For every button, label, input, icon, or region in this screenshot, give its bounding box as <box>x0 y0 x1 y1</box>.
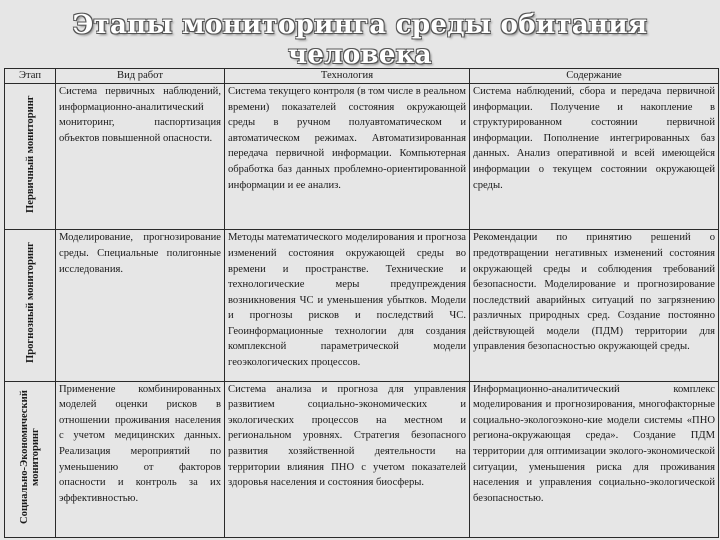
stage-label: Социально-Экономический мониторинг <box>19 389 41 524</box>
header-work: Вид работ <box>56 69 225 84</box>
content-cell: Рекомендации по принятию решений о предотвращении негативных изменений состояния окружающей среды и соблюдения требований безопасности. Моделирование и прогнозирование последствий аварийных ситуаций по загрязнению различных природных сред. Создание постоянно действующей модели (ПДМ) территории для управления безопасностью окружающей среды. <box>470 230 719 381</box>
stage-cell <box>5 381 56 537</box>
header-technology: Технология <box>225 69 470 84</box>
content-cell: Информационно-аналитический комплекс моделирования и прогнозирования, многофакторные социально-экологоэконо-кие модели системы «ПНО регионa-окружающая среда». Создание ПДМ территории для оптимизации эколого-экономической ситуации, уменьшения риска для проживания населения и управления социально-экологической безопасностью. <box>470 381 719 537</box>
technology-cell: Методы математического моделирования и прогноза изменений состояния окружающей среды во времени и пространстве. Технические и технологические меры предупреждения возникновения ЧС и уменьшения убытков. Модели и прогнозы рисков и последствий ЧС. Геоинформационные технологии для создания комплексной параметрической модели геоэкологических процессов. <box>225 230 470 381</box>
table-row <box>5 84 719 230</box>
table-row <box>5 381 719 537</box>
work-cell: Применение комбинированных моделей оценки рисков в отношении проживания населения с учетом медицинских данных. Реализация мероприятий по уменьшению от факторов опасности и контроль за их эффективностью. <box>56 381 225 537</box>
header-content: Содержание <box>470 69 719 84</box>
technology-cell: Система текущего контроля (в том числе в реальном времени) показателей состояния окружающей среды в ручном полуавтоматическом и автоматическом режимах. Автоматизированная передача первичной информации. Компьютерная обработка баз данных проблемно-ориентированной информации и ее анализ. <box>225 84 470 230</box>
stage-cell <box>5 230 56 381</box>
content-cell: Система наблюдений, сбора и передача первичной информации. Получение и накопление в структурированном состоянии первичной информации. Пополнение интегрированных баз данных. Анализ оперативной и всей имеющейся информации о текущем состоянии окружающей среды. <box>470 84 719 230</box>
stage-label: Первичный мониторинг <box>24 95 36 213</box>
page-title: Этапы мониторинга среды обитания человека <box>72 10 648 70</box>
work-cell: Моделирование, прогнозирование среды. Специальные полигонные исследования. <box>56 230 225 381</box>
work-cell: Система первичных наблюдений, информационно-аналитический мониторинг, паспортизация объектов повышенной опасности. <box>56 84 225 230</box>
table-row <box>5 230 719 381</box>
stage-label: Прогнозный мониторинг <box>24 242 36 364</box>
stage-cell <box>5 84 56 230</box>
monitoring-stages-table <box>4 68 719 538</box>
header-stage: Этап <box>5 69 56 84</box>
table-header-row <box>5 69 719 84</box>
technology-cell: Система анализа и прогноза для управления развитием социально-экономических и экологических процессов на местном и региональном уровнях. Стратегия безопасного развития хозяйственной деятельности на территории влияния ПНО с учетом показателей здоровья населения и состояния биосферы. <box>225 381 470 537</box>
